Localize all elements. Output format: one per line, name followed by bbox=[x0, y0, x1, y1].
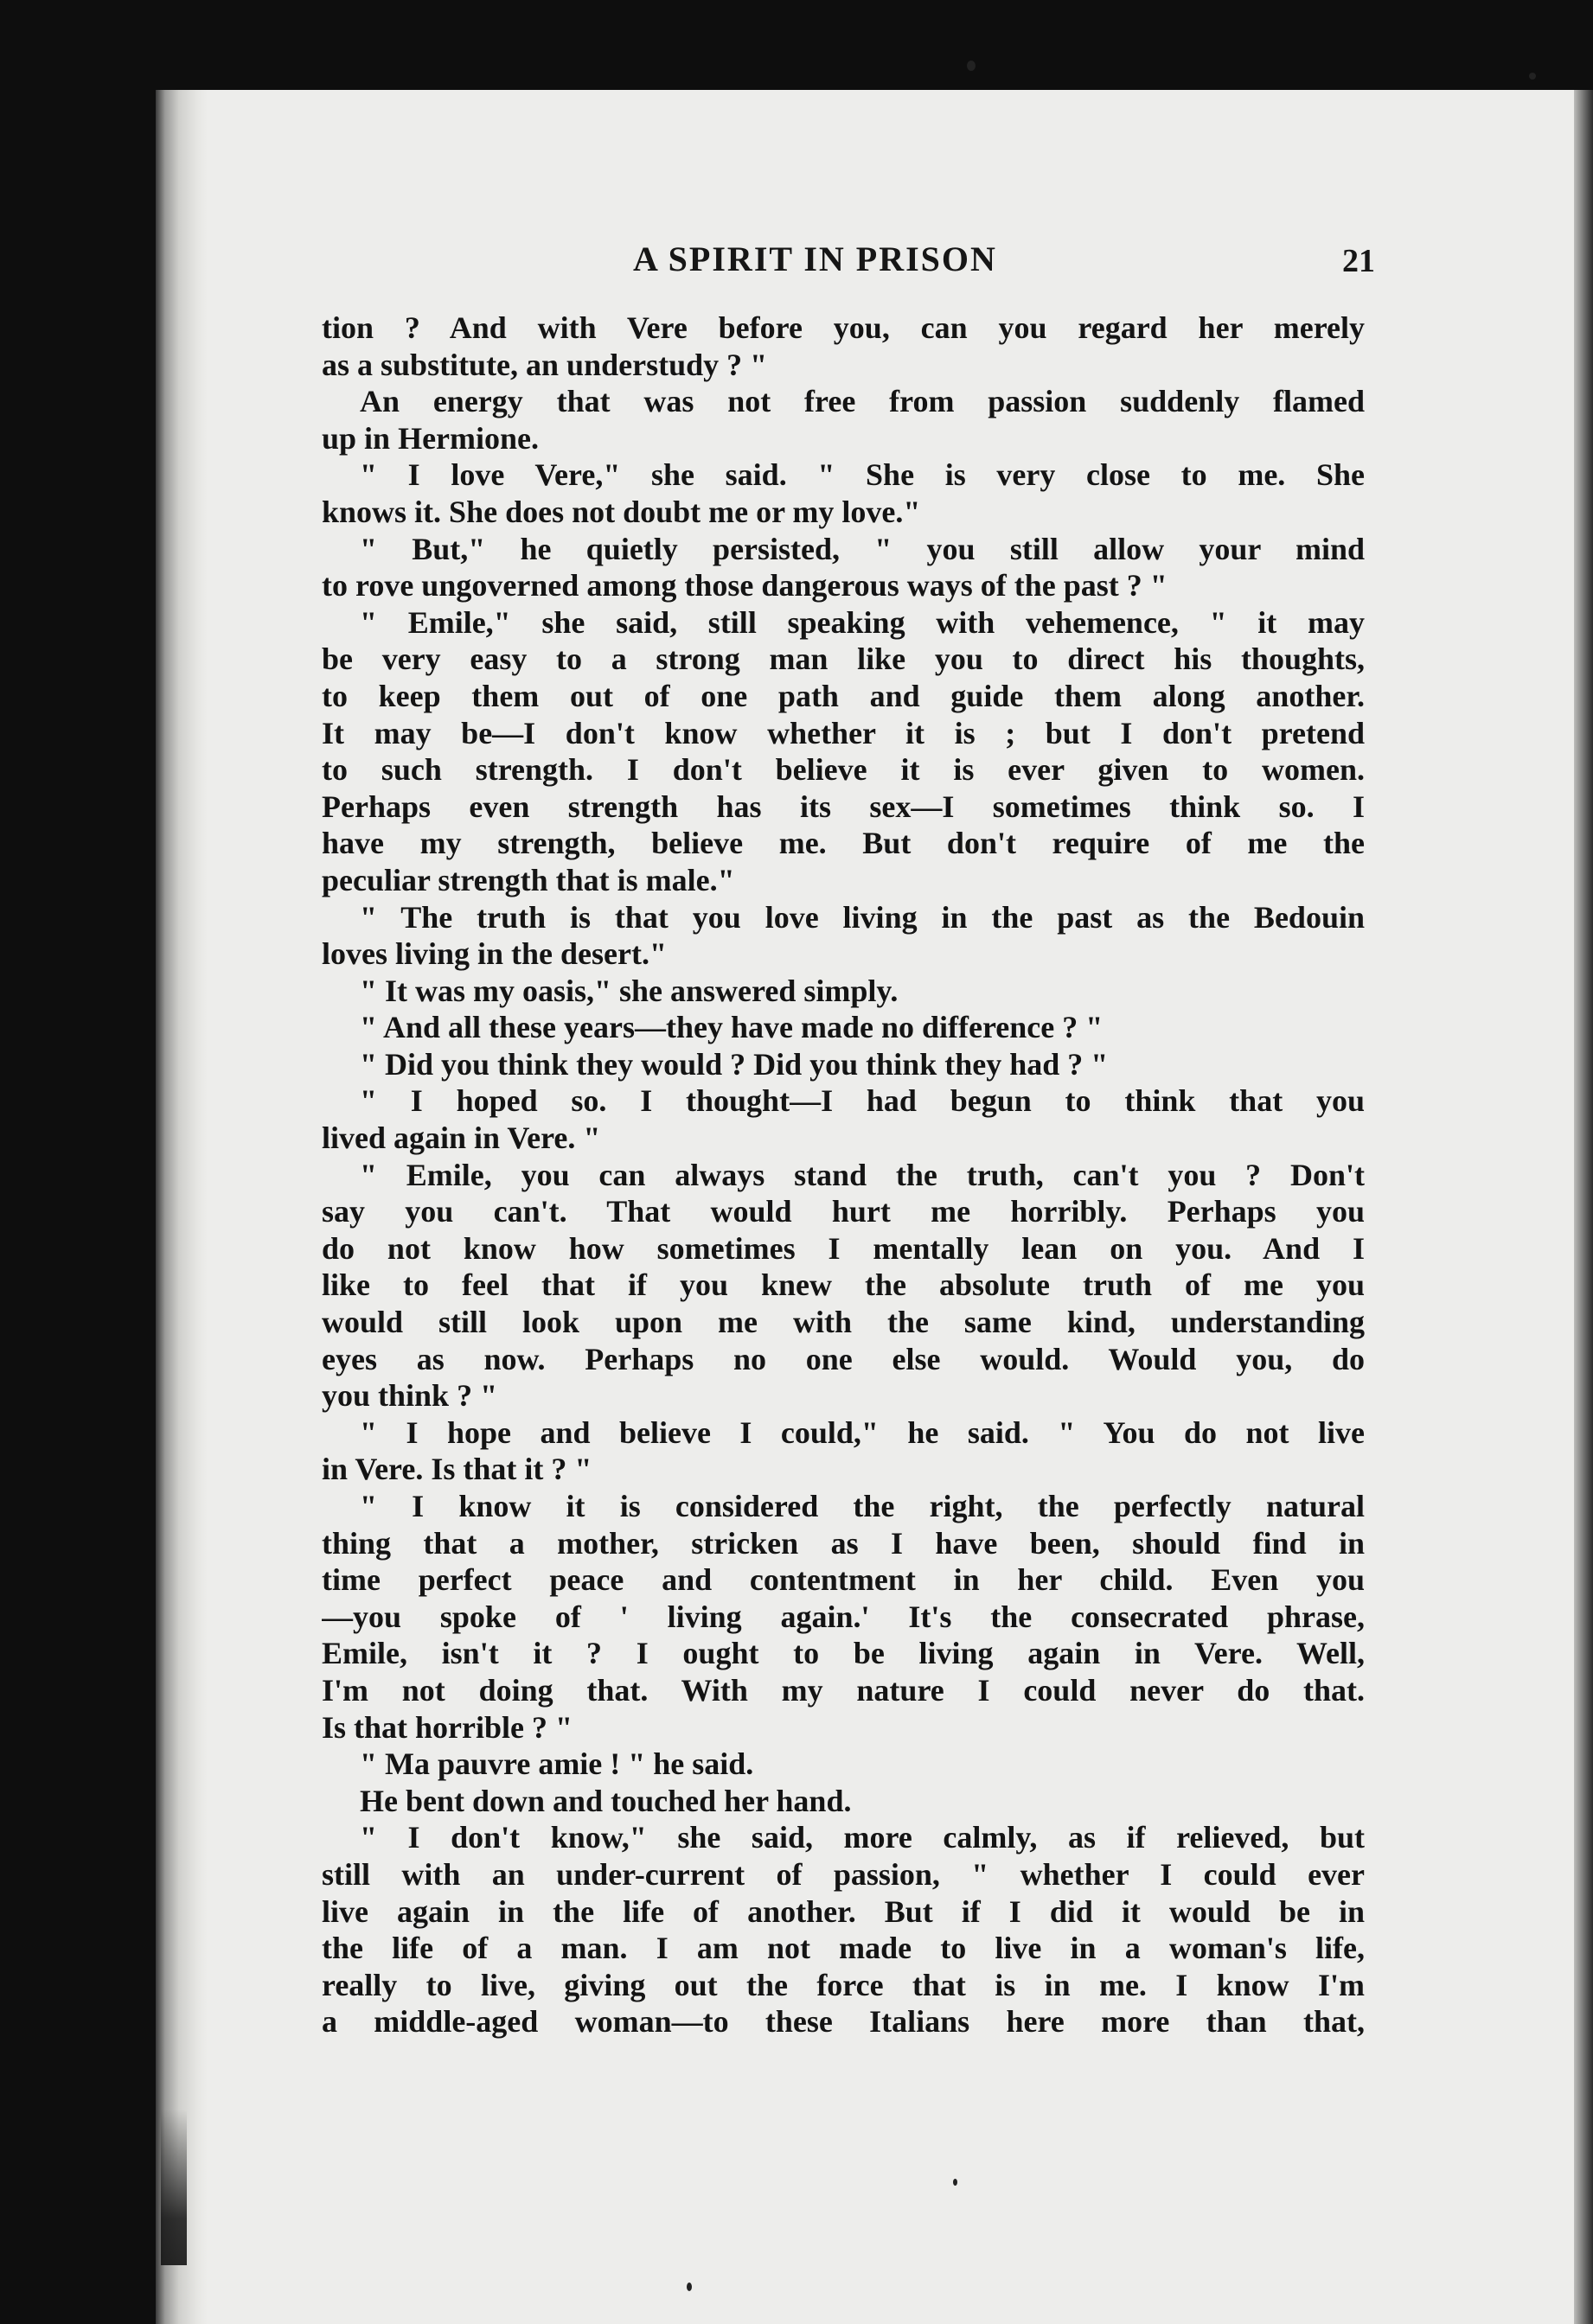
text-line: as a substitute, an understudy ? " bbox=[322, 347, 768, 382]
page-edge bbox=[1574, 90, 1593, 2324]
text-line: Is that horrible ? " bbox=[322, 1709, 573, 1745]
text-line: knows it. She does not doubt me or my love." bbox=[322, 494, 921, 529]
text-line: peculiar strength that is male." bbox=[322, 862, 735, 897]
text-line: have my strength, believe me. But don't require of me the bbox=[322, 826, 1365, 861]
text-line: would still look upon me with the same kind, understanding bbox=[322, 1305, 1365, 1340]
dust-speck bbox=[967, 61, 976, 71]
running-header bbox=[320, 239, 1375, 290]
text-line: time perfect peace and contentment in her child. Even you bbox=[322, 1562, 1365, 1598]
text-line: " It was my oasis," she answered simply. bbox=[360, 973, 899, 1008]
text-line: " And all these years—they have made no difference ? " bbox=[360, 1010, 1104, 1045]
text-line: live again in the life of another. But if I did it would be in bbox=[322, 1893, 1365, 1929]
page-number: 21 bbox=[1342, 243, 1375, 279]
text-line: It may be—I don't know whether it is ; but I don't pretend bbox=[322, 715, 1365, 750]
text-line: I'm not doing that. With my nature I could never do that. bbox=[322, 1672, 1365, 1708]
text-line: An energy that was not free from passion suddenly flamed bbox=[360, 384, 1365, 419]
text-line: " The truth is that you love living in the past as the Bedouin bbox=[360, 899, 1365, 935]
text-line: loves living in the desert." bbox=[322, 936, 667, 972]
text-line: in Vere. Is that it ? " bbox=[322, 1452, 592, 1487]
text-line: " I hoped so. I thought—I had begun to think that you bbox=[360, 1083, 1365, 1119]
text-line: " Did you think they would ? Did you think they had ? " bbox=[360, 1046, 1109, 1082]
gutter-shadow bbox=[161, 2110, 187, 2265]
dust-speck bbox=[1529, 73, 1536, 80]
text-line: to such strength. I don't believe it is ever given to women. bbox=[322, 752, 1365, 788]
text-line: —you spoke of ' living again.' It's the consecrated phrase, bbox=[322, 1599, 1365, 1634]
dust-speck bbox=[953, 2179, 957, 2186]
text-line: really to live, giving out the force that is in me. I know I'm bbox=[322, 1967, 1365, 2002]
text-line: " Ma pauvre amie ! " he said. bbox=[360, 1746, 754, 1782]
text-line: up in Hermione. bbox=[322, 420, 540, 456]
text-line: " I know it is considered the right, the perfectly natural bbox=[360, 1489, 1365, 1523]
text-line: to keep them out of one path and guide them along another. bbox=[322, 678, 1365, 713]
text-line: eyes as now. Perhaps no one else would. Would you, do bbox=[322, 1341, 1365, 1376]
text-line: " Emile," she said, still speaking with vehemence, " it may bbox=[360, 604, 1365, 640]
book-gutter bbox=[156, 90, 208, 2324]
text-line: He bent down and touched her hand. bbox=[360, 1783, 852, 1818]
text-line: " Emile, you can always stand the truth, can't you ? Don't bbox=[360, 1157, 1365, 1192]
running-title: A SPIRIT IN PRISON bbox=[633, 239, 997, 278]
text-line: Perhaps even strength has its sex—I sometimes think so. I bbox=[322, 788, 1365, 824]
text-line: a middle-aged woman—to these Italians here more than that, bbox=[322, 2004, 1365, 2040]
text-line: still with an under-current of passion, " whether I could ever bbox=[322, 1856, 1365, 1892]
text-line: Emile, isn't it ? I ought to be living again in Vere. Well, bbox=[322, 1636, 1365, 1671]
text-line: be very easy to a strong man like you to direct his thoughts, bbox=[322, 642, 1365, 677]
text-line: thing that a mother, stricken as I have been, should find in bbox=[322, 1525, 1365, 1561]
text-line: like to feel that if you knew the absolute truth of me you bbox=[322, 1267, 1365, 1303]
text-line: " I hope and believe I could," he said. " You do not live bbox=[360, 1414, 1365, 1450]
text-line: " I love Vere," she said. " She is very close to me. She bbox=[360, 457, 1365, 493]
body-text bbox=[322, 310, 1365, 2040]
text-line: to rove ungoverned among those dangerous ways of the past ? " bbox=[322, 568, 1168, 603]
text-line: the life of a man. I am not made to live in a woman's life, bbox=[322, 1931, 1365, 1966]
text-line: do not know how sometimes I mentally lean on you. And I bbox=[322, 1230, 1365, 1266]
text-line: tion ? And with Vere before you, can you regard her merely bbox=[322, 310, 1365, 345]
text-line: " I don't know," she said, more calmly, as if relieved, but bbox=[360, 1820, 1365, 1855]
text-line: you think ? " bbox=[322, 1378, 498, 1414]
text-line: say you can't. That would hurt me horribly. Perhaps you bbox=[322, 1194, 1365, 1229]
dust-speck bbox=[687, 2282, 692, 2291]
text-line: " But," he quietly persisted, " you still allow your mind bbox=[360, 531, 1365, 566]
text-line: lived again in Vere. " bbox=[322, 1120, 601, 1156]
